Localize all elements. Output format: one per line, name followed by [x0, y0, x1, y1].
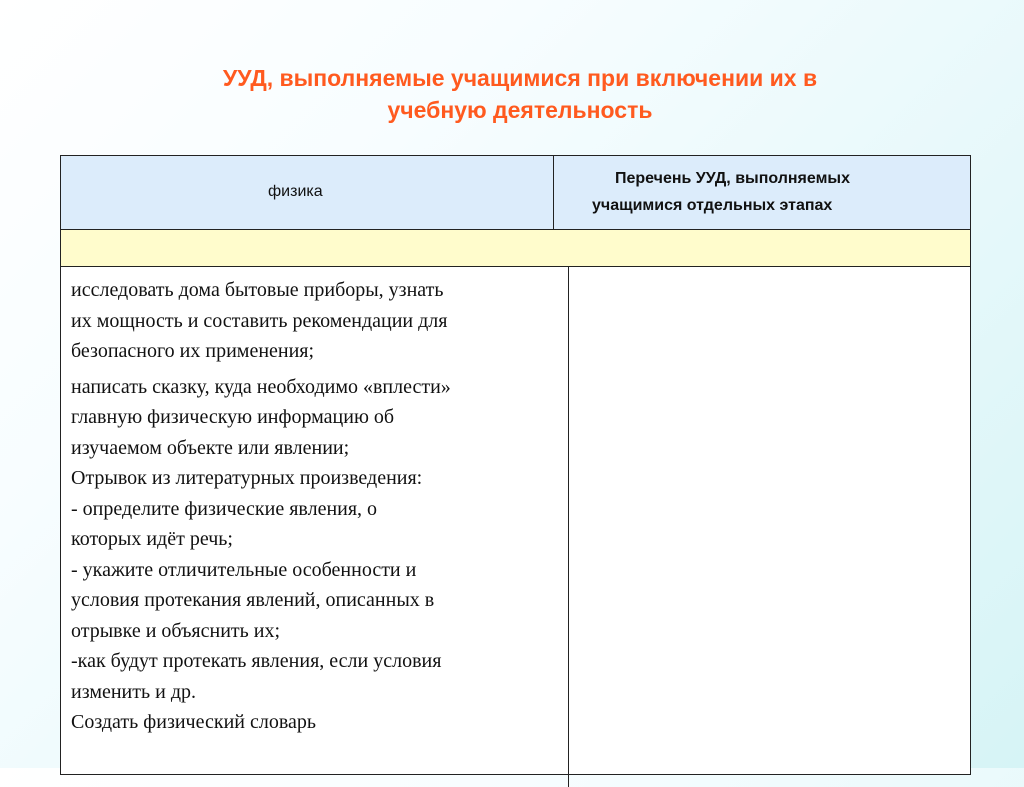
header-subject-label: физика — [268, 183, 323, 200]
header-cell-subject — [61, 156, 554, 229]
task-line: безопасного их применения; — [71, 340, 315, 362]
table-header-row — [61, 156, 970, 230]
task-line: изменить и др. — [71, 680, 196, 703]
tasks-text — [71, 275, 566, 738]
task-line: исследовать дома бытовые приборы, узнать — [71, 279, 444, 301]
title-line-1: УУД, выполняемые учащимися при включении их в — [222, 65, 818, 91]
header-uud-label-line-1: Перечень УУД, выполняемых — [615, 170, 850, 187]
slide-title — [120, 62, 920, 126]
task-line: написать сказку, куда необходимо «вплести» — [71, 375, 451, 398]
task-line: - определите физические явления, о — [71, 497, 378, 520]
task-line: -как будут протекать явления, если условия — [71, 650, 442, 672]
title-line-2: учебную деятельность — [387, 97, 653, 123]
task-line: главную физическую информацию об — [71, 406, 395, 428]
task-line: Создать физический словарь — [71, 711, 317, 733]
table-empty-highlight-row — [61, 230, 970, 267]
task-line: - укажите отличительные особенности и — [71, 558, 417, 581]
header-uud-label-line-2: учащимися отдельных этапах — [592, 197, 833, 214]
task-line: Отрывок из литературных произведения: — [71, 467, 423, 489]
task-line: отрывке и объяснить их; — [71, 619, 281, 642]
header-cell-uud-list — [554, 156, 970, 229]
task-line: которых идёт речь; — [71, 528, 233, 550]
table-cell-uud-empty — [569, 267, 970, 787]
task-line: условия протекания явлений, описанных в — [71, 589, 435, 611]
uud-table — [60, 155, 971, 775]
task-line: их мощность и составить рекомендации для — [71, 309, 448, 332]
task-line: изучаемом объекте или явлении; — [71, 436, 350, 459]
table-cell-tasks — [61, 267, 569, 787]
